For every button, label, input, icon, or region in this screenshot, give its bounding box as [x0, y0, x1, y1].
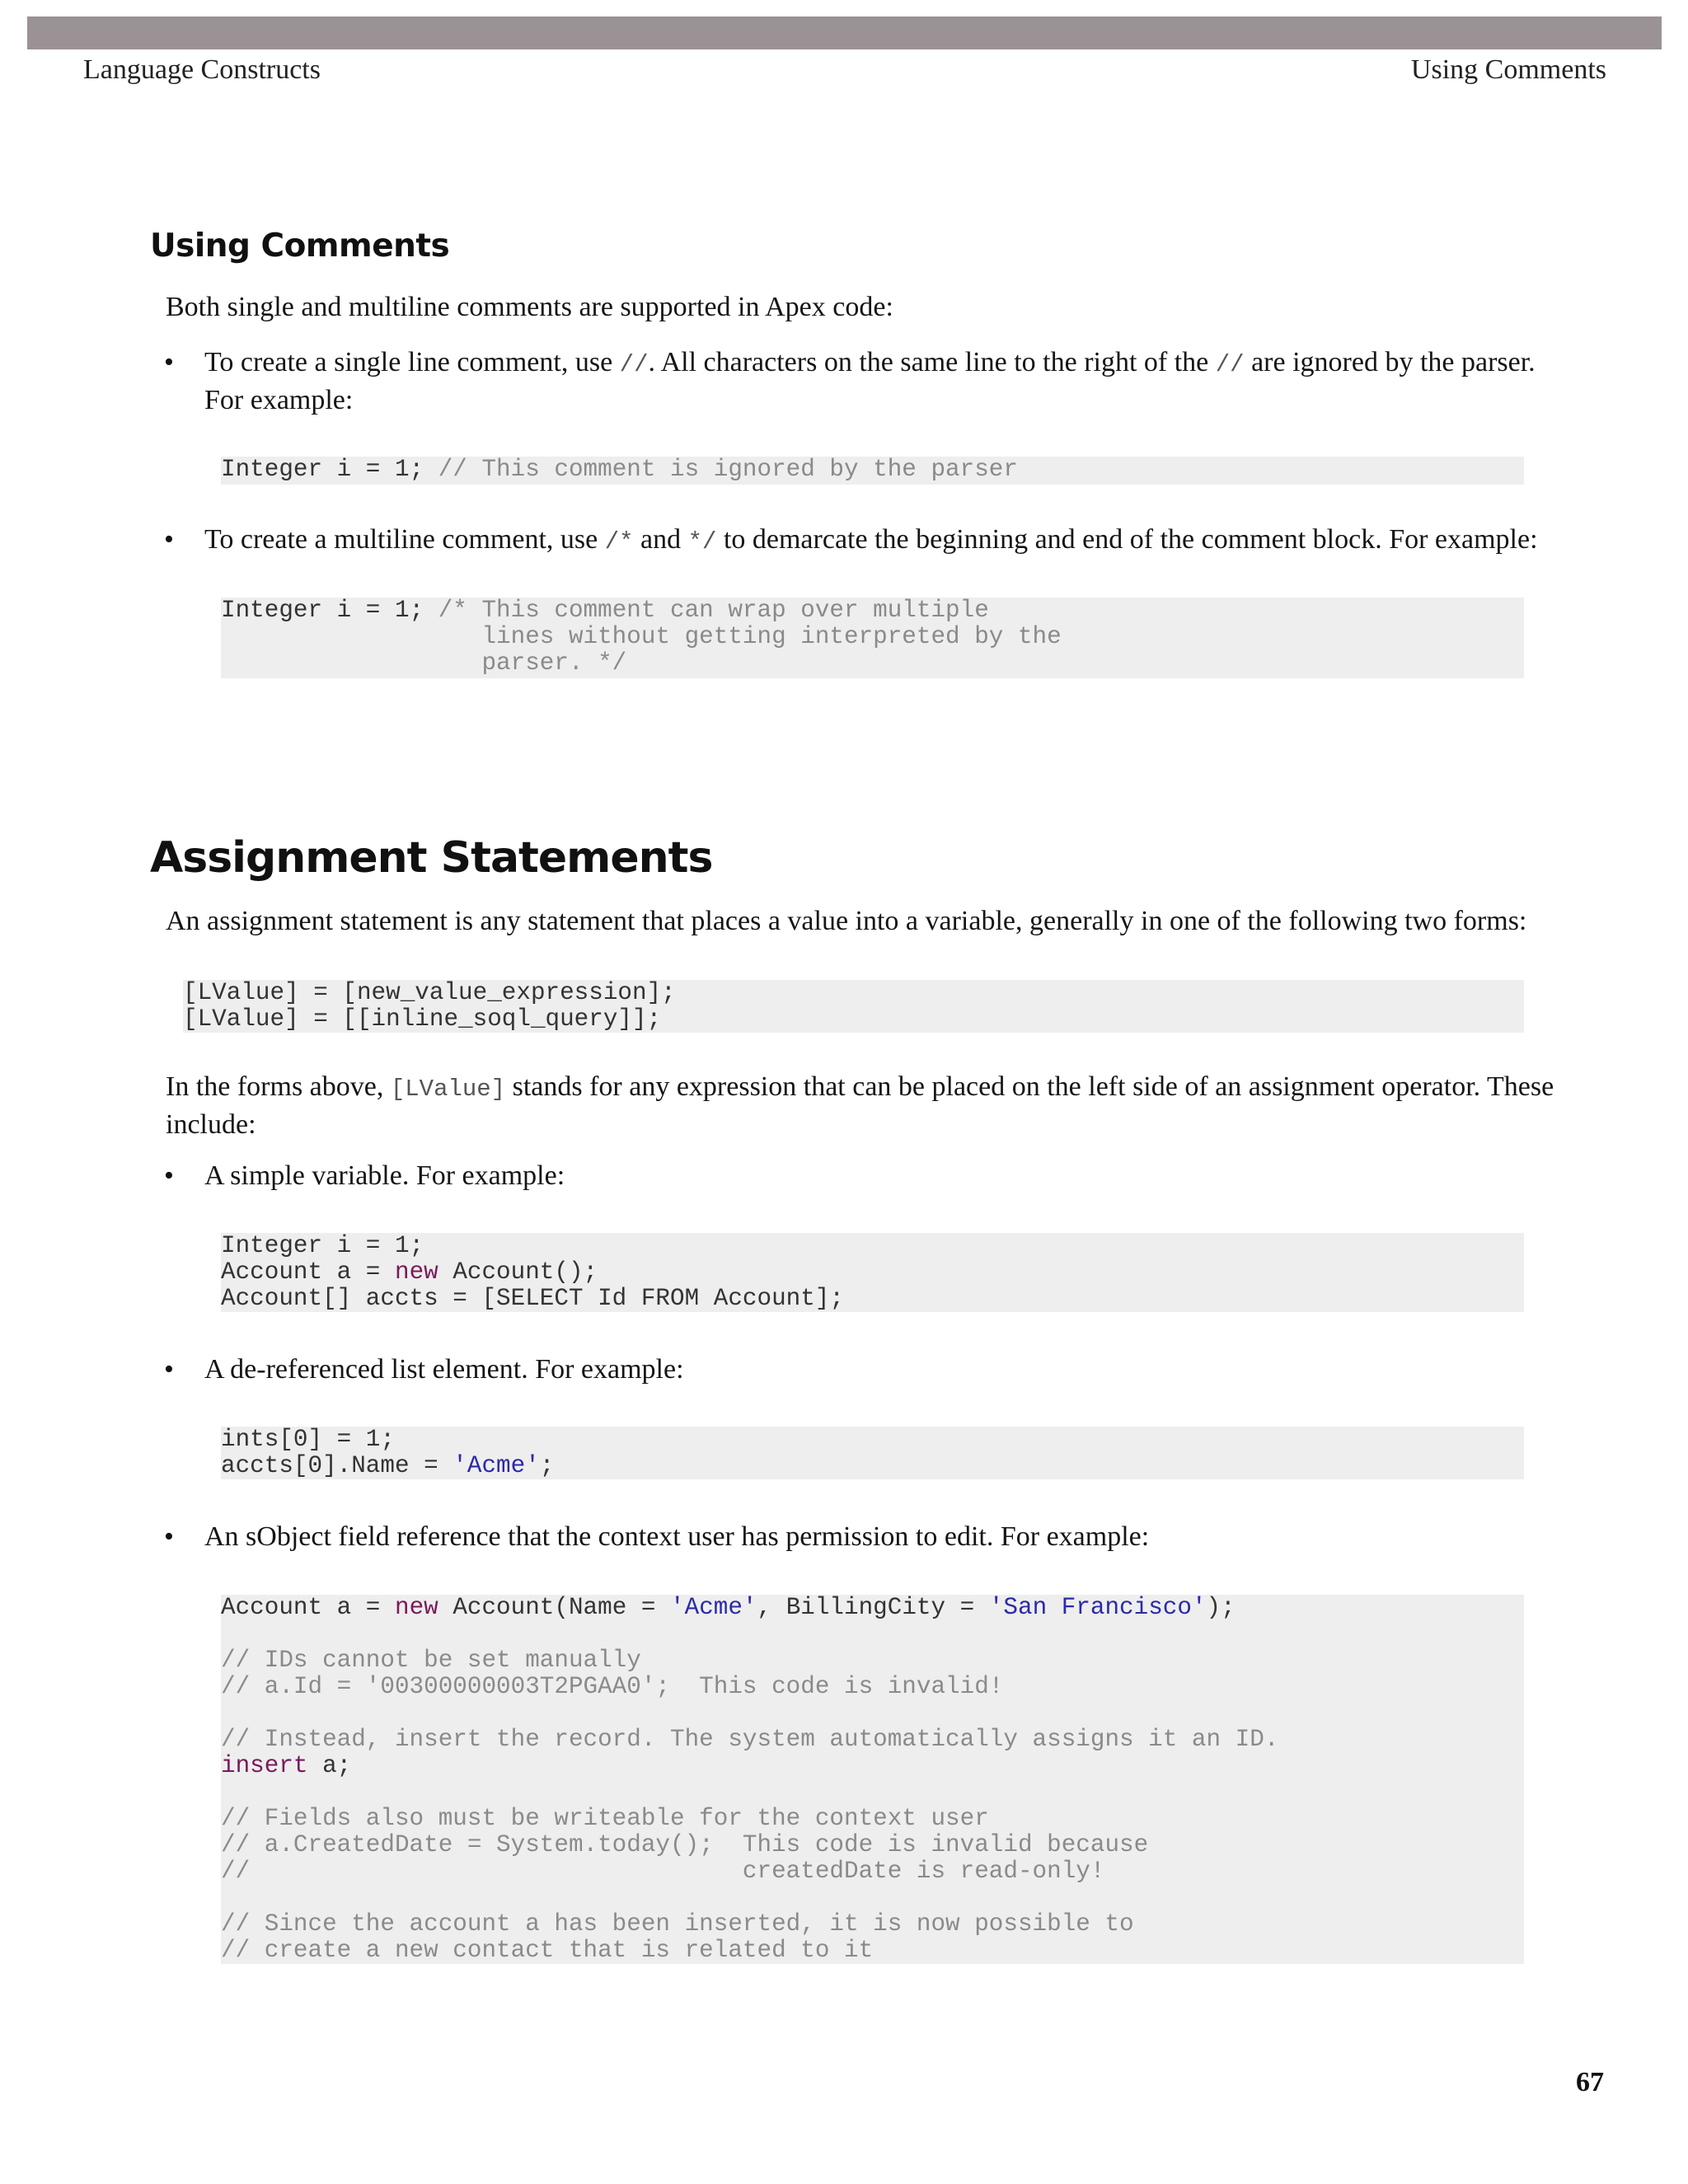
- bullet-marker: •: [164, 524, 174, 555]
- code-sobject-field: Account a = new Account(Name = 'Acme', BillingCity = 'San Francisco'); // IDs cannot be set manually // a.Id = '00300000003T2PGAA0'; This code is invalid! // Instead, insert the record. The system automatically assigns it an ID. insert a; // Fields also must be writeable for the context user // a.CreatedDate = System.today(); This code is invalid because // createdDate is read-only! // Since the account a has been inserted, it is now possible to // create a new contact that is related to it: [221, 1595, 1524, 1964]
- code-single-line-comment: Integer i = 1; // This comment is ignored by the parser: [221, 457, 1524, 485]
- section-title-assignment-statements: Assignment Statements: [150, 833, 713, 883]
- page-number: 67: [1576, 2067, 1604, 2097]
- assignment-intro: An assignment statement is any statement that places a value into a variable, generally in one of the following two forms:: [166, 906, 1527, 936]
- code-multiline-comment: Integer i = 1; /* This comment can wrap over multiple lines without getting interpreted by the parser. */: [221, 598, 1524, 678]
- section-title-using-comments: Using Comments: [150, 227, 450, 265]
- running-header-section: Using Comments: [1410, 54, 1606, 85]
- bullet-single-line-comment: To create a single line comment, use //. All characters on the same line to the right of the // are ignored by the parser. For example:: [204, 347, 1536, 415]
- bullet-marker: •: [164, 1354, 174, 1385]
- code-simple-variable: Integer i = 1; Account a = new Account(); Account[] accts = [SELECT Id FROM Account];: [221, 1233, 1524, 1312]
- code-assignment-forms: [LValue] = [new_value_expression]; [LValue] = [[inline_soql_query]];: [183, 980, 1524, 1033]
- code-list-element: ints[0] = 1; accts[0].Name = 'Acme';: [221, 1427, 1524, 1479]
- bullet-marker: •: [164, 1521, 174, 1552]
- lvalue-description: In the forms above, [LValue] stands for any expression that can be placed on the left side of an assignment operator. These include:: [166, 1071, 1554, 1140]
- bullet-multiline-comment: To create a multiline comment, use /* and */ to demarcate the beginning and end of the comment block. For example:: [204, 524, 1538, 555]
- comments-intro: Both single and multiline comments are supported in Apex code:: [166, 292, 893, 322]
- running-header-chapter: Language Constructs: [83, 54, 321, 85]
- bullet-marker: •: [164, 347, 174, 377]
- bullet-sobject-field: An sObject field reference that the context user has permission to edit. For example:: [204, 1521, 1150, 1552]
- header-bar: [27, 16, 1662, 49]
- bullet-simple-variable: A simple variable. For example:: [204, 1160, 565, 1191]
- bullet-list-element: A de-referenced list element. For example:: [204, 1354, 684, 1385]
- bullet-marker: •: [164, 1160, 174, 1191]
